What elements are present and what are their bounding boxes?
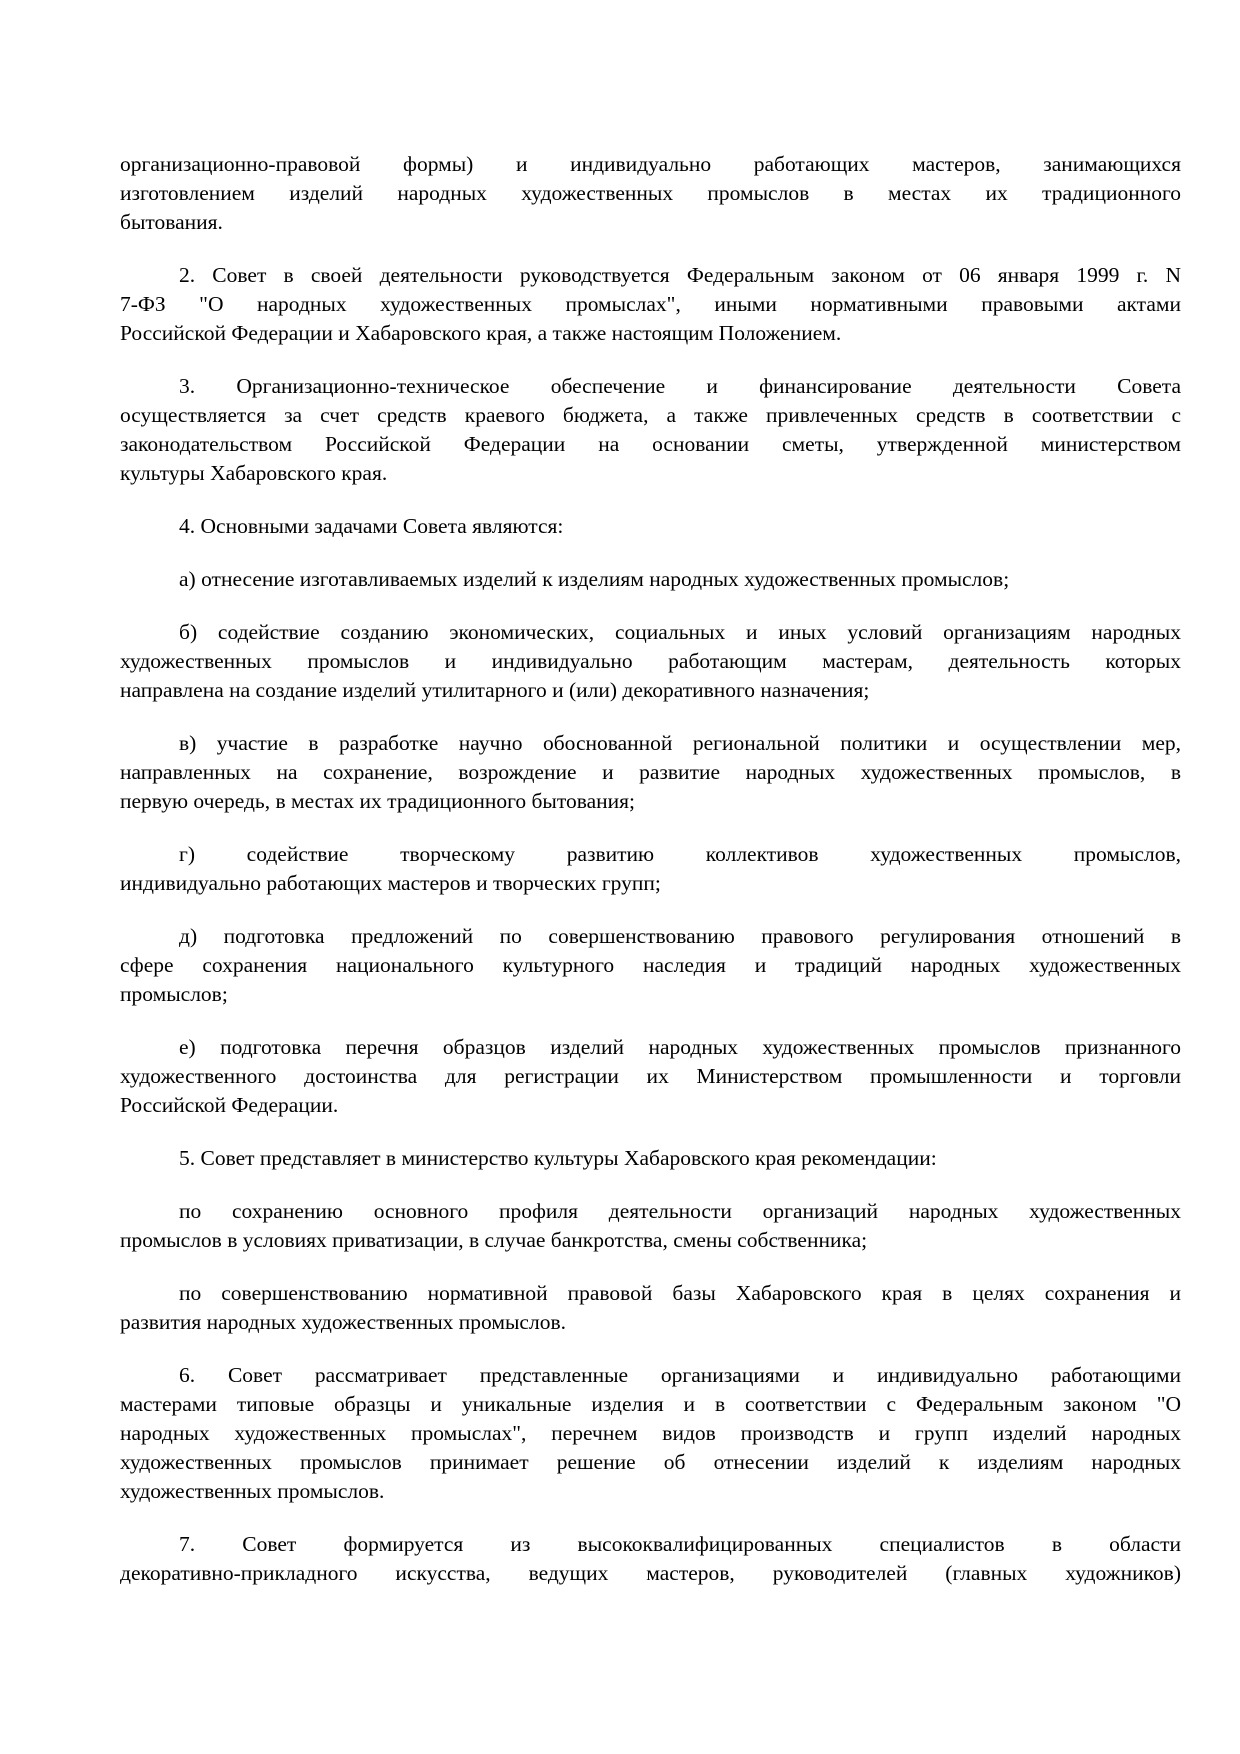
text-line: е) подготовка перечня образцов изделий народных художественных промыслов признанного [179,1035,1181,1059]
text-line: народных художественных промыслах", перечнем видов производств и групп изделий народных [120,1421,1181,1445]
paragraph [120,512,1181,541]
paragraph [120,618,1181,705]
text-line: направленных на сохранение, возрождение и развитие народных художественных промыслов, в [120,760,1181,784]
text-line: художественных промыслов принимает решение об отнесении изделий к изделиям народных [120,1450,1181,1474]
paragraph [120,565,1181,594]
paragraph [120,922,1181,1009]
text-line: промыслов в условиях приватизации, в случае банкротства, смены собственника; [120,1228,868,1252]
text-line: 7. Совет формируется из высококвалифицированных специалистов в области [179,1532,1181,1556]
text-line: Российской Федерации. [120,1093,339,1117]
paragraph [120,1361,1181,1506]
text-line: бытования. [120,210,223,234]
text-line: д) подготовка предложений по совершенствованию правового регулирования отношений в [179,924,1181,948]
paragraph [120,1197,1181,1255]
text-line: 5. Совет представляет в министерство культуры Хабаровского края рекомендации: [179,1146,937,1170]
text-line: художественного достоинства для регистрации их Министерством промышленности и торговли [120,1064,1181,1088]
text-line: развития народных художественных промыслов. [120,1310,566,1334]
text-line: осуществляется за счет средств краевого бюджета, а также привлеченных средств в соответствии с [120,403,1181,427]
text-line: а) отнесение изготавливаемых изделий к изделиям народных художественных промыслов; [179,567,1010,591]
text-line: в) участие в разработке научно обоснованной региональной политики и осуществлении мер, [179,731,1181,755]
paragraph [120,1033,1181,1120]
text-line: сфере сохранения национального культурного наследия и традиций народных художественных [120,953,1181,977]
text-line: 2. Совет в своей деятельности руководствуется Федеральным законом от 06 января 1999 г. N [179,263,1181,287]
text-line: индивидуально работающих мастеров и творческих групп; [120,871,661,895]
paragraph [120,1279,1181,1337]
paragraph [120,150,1181,237]
text-line: г) содействие творческому развитию коллективов художественных промыслов, [179,842,1181,866]
text-line: 6. Совет рассматривает представленные организациями и индивидуально работающими [179,1363,1181,1387]
text-line: законодательством Российской Федерации на основании сметы, утвержденной министерством [120,432,1181,456]
text-line: художественных промыслов. [120,1479,385,1503]
paragraph [120,840,1181,898]
text-line: по сохранению основного профиля деятельности организаций народных художественных [179,1199,1181,1223]
paragraph [120,261,1181,348]
text-line: декоративно-прикладного искусства, ведущих мастеров, руководителей (главных художников) [120,1561,1181,1585]
text-line: 4. Основными задачами Совета являются: [179,514,564,538]
paragraph [120,729,1181,816]
text-line: 7-ФЗ "О народных художественных промыслах", иными нормативными правовыми актами [120,292,1181,316]
text-line: по совершенствованию нормативной правовой базы Хабаровского края в целях сохранения и [179,1281,1181,1305]
document-page-body [120,150,1181,1612]
text-line: художественных промыслов и индивидуально работающим мастерам, деятельность которых [120,649,1181,673]
text-line: изготовлением изделий народных художественных промыслов в местах их традиционного [120,181,1181,205]
paragraph [120,372,1181,488]
text-line: первую очередь, в местах их традиционного бытования; [120,789,636,813]
text-line: организационно-правовой формы) и индивидуально работающих мастеров, занимающихся [120,152,1181,176]
text-line: 3. Организационно-техническое обеспечение и финансирование деятельности Совета [179,374,1181,398]
text-line: направлена на создание изделий утилитарного и (или) декоративного назначения; [120,678,870,702]
text-line: промыслов; [120,982,228,1006]
paragraph [120,1144,1181,1173]
paragraph [120,1530,1181,1588]
text-line: мастерами типовые образцы и уникальные изделия и в соответствии с Федеральным законом "О [120,1392,1181,1416]
text-line: культуры Хабаровского края. [120,461,388,485]
text-line: Российской Федерации и Хабаровского края, а также настоящим Положением. [120,321,842,345]
text-line: б) содействие созданию экономических, социальных и иных условий организациям народных [179,620,1181,644]
